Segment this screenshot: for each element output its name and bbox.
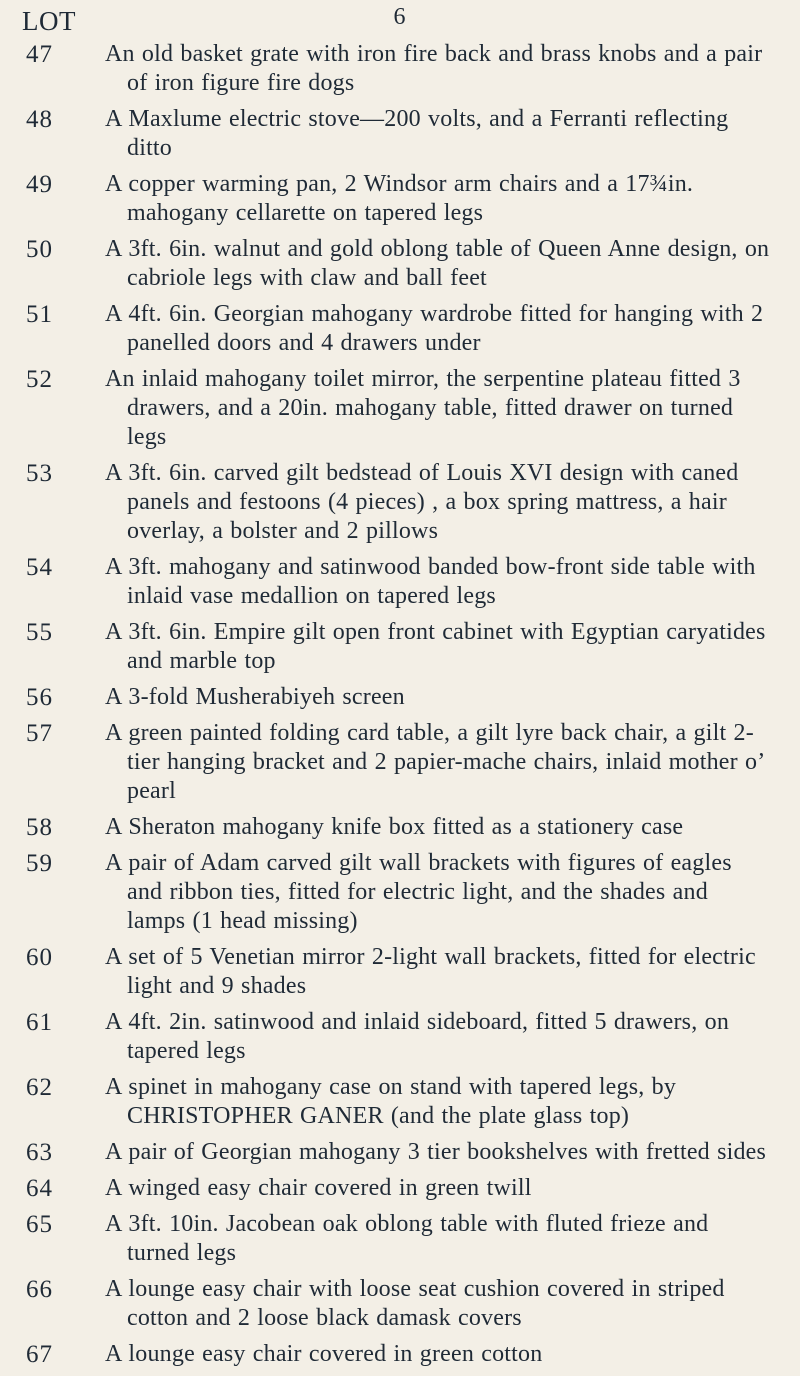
lot-number: 59 — [26, 850, 53, 877]
lot-number: 63 — [26, 1139, 53, 1166]
lot-number: 56 — [26, 684, 53, 711]
lot-number: 64 — [26, 1175, 53, 1202]
lot-description: A spinet in mahogany case on stand with tapered legs, by CHRISTOPHER GANER (and the plate glass top) — [105, 1074, 677, 1129]
lot-number: 48 — [26, 106, 53, 133]
lot-description: A 3ft. 6in. Empire gilt open front cabinet with Egyptian caryatides and marble top — [105, 619, 766, 674]
lot-number: 61 — [26, 1009, 53, 1036]
lot-description: A Maxlume electric stove—200 volts, and a Ferranti reflecting ditto — [105, 106, 729, 161]
lot-entry — [0, 813, 800, 842]
lot-description: An inlaid mahogany toilet mirror, the serpentine plateau fitted 3 drawers, and a 20in. mahogany table, fitted drawer on turned legs — [105, 366, 741, 450]
lot-description: A 3ft. 6in. carved gilt bedstead of Louis XVI design with caned panels and festoons (4 pieces) , a box spring mattress, a hair overlay, a bolster and 2 pillows — [105, 460, 739, 544]
lot-description: A lounge easy chair covered in green cotton — [105, 1341, 543, 1367]
lot-number: 51 — [26, 301, 53, 328]
lot-list — [0, 40, 800, 1376]
lot-description: A pair of Georgian mahogany 3 tier bookshelves with fretted sides — [105, 1139, 767, 1165]
lot-number: 58 — [26, 814, 53, 841]
lot-number: 52 — [26, 366, 53, 393]
lot-description: A set of 5 Venetian mirror 2-light wall brackets, fitted for electric light and 9 shades — [105, 944, 756, 999]
lot-number: 50 — [26, 236, 53, 263]
lot-entry — [0, 40, 800, 98]
lot-entry — [0, 105, 800, 163]
lot-number: 67 — [26, 1341, 53, 1368]
lot-entry — [0, 719, 800, 806]
lot-description: A 3ft. 6in. walnut and gold oblong table of Queen Anne design, on cabriole legs with claw and ball feet — [105, 236, 770, 291]
lot-entry — [0, 553, 800, 611]
lot-entry — [0, 618, 800, 676]
lot-description: A 3ft. 10in. Jacobean oak oblong table with fluted frieze and turned legs — [105, 1211, 709, 1266]
lot-entry — [0, 459, 800, 546]
lot-number: 65 — [26, 1211, 53, 1238]
lot-entry — [0, 683, 800, 712]
lot-description: A Sheraton mahogany knife box fitted as a stationery case — [105, 814, 684, 840]
lot-column-header: LOT — [22, 6, 76, 36]
lot-entry — [0, 1073, 800, 1131]
lot-entry — [0, 1210, 800, 1268]
lot-entry — [0, 1174, 800, 1203]
lot-description: A 4ft. 2in. satinwood and inlaid sideboard, fitted 5 drawers, on tapered legs — [105, 1009, 730, 1064]
lot-number: 53 — [26, 460, 53, 487]
lot-description: An old basket grate with iron fire back and brass knobs and a pair of iron figure fire dogs — [105, 41, 763, 96]
lot-number: 47 — [26, 41, 53, 68]
lot-description: A copper warming pan, 2 Windsor arm chairs and a 17¾in. mahogany cellarette on tapered legs — [105, 171, 694, 226]
lot-description: A pair of Adam carved gilt wall brackets with figures of eagles and ribbon ties, fitted for electric light, and the shades and lamps (1 head missing) — [105, 850, 732, 934]
lot-number: 49 — [26, 171, 53, 198]
lot-description: A 3-fold Musherabiyeh screen — [105, 684, 405, 710]
lot-entry — [0, 1008, 800, 1066]
lot-entry — [0, 1275, 800, 1333]
lot-entry — [0, 849, 800, 936]
lot-number: 66 — [26, 1276, 53, 1303]
lot-description: A 4ft. 6in. Georgian mahogany wardrobe fitted for hanging with 2 panelled doors and 4 drawers under — [105, 301, 764, 356]
lot-entry — [0, 235, 800, 293]
lot-description: A 3ft. mahogany and satinwood banded bow-front side table with inlaid vase medallion on tapered legs — [105, 554, 756, 609]
lot-description: A winged easy chair covered in green twill — [105, 1175, 532, 1201]
lot-entry — [0, 170, 800, 228]
lot-entry — [0, 365, 800, 452]
lot-entry — [0, 943, 800, 1001]
lot-description: A lounge easy chair with loose seat cushion covered in striped cotton and 2 loose black damask covers — [105, 1276, 725, 1331]
lot-number: 62 — [26, 1074, 53, 1101]
lot-number: 55 — [26, 619, 53, 646]
lot-description: A green painted folding card table, a gilt lyre back chair, a gilt 2-tier hanging bracket and 2 papier-mache chairs, inlaid mother o’ pearl — [105, 720, 764, 804]
lot-number: 54 — [26, 554, 53, 581]
page-number: 6 — [393, 4, 407, 30]
lot-entry — [0, 300, 800, 358]
lot-number: 57 — [26, 720, 53, 747]
lot-number: 60 — [26, 944, 53, 971]
lot-entry — [0, 1138, 800, 1167]
lot-entry — [0, 1340, 800, 1369]
